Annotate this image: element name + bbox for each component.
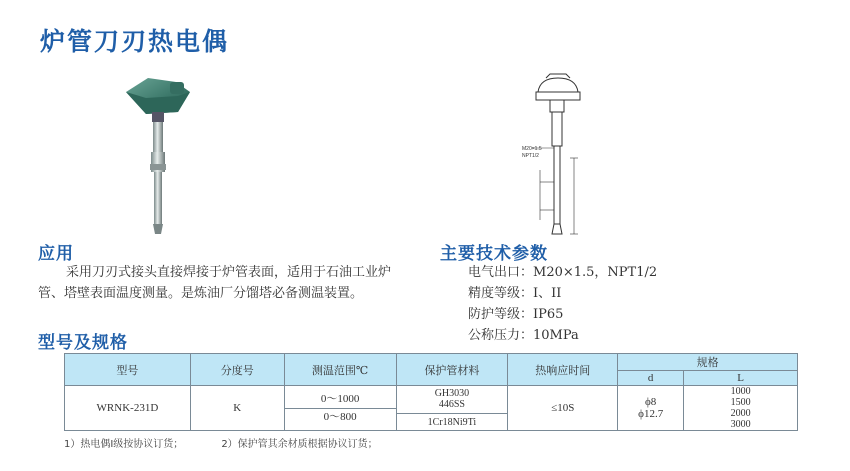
spec-label: 公称压力： (468, 328, 534, 343)
footnote-2: 2）保护管其余材质根据协议订货； (221, 439, 378, 450)
header-d: d (618, 371, 684, 386)
application-text (38, 262, 398, 304)
L-value: 3000 (730, 419, 751, 430)
models-heading: 型号及规格 (38, 333, 128, 353)
d-1: ϕ8 (645, 396, 657, 408)
specs-heading: 主要技术参数 (440, 244, 548, 264)
material-2: 1Cr18Ni9Ti (427, 416, 477, 428)
d-2: 12.7 (643, 408, 664, 420)
material-group-1 (397, 387, 508, 414)
L-value: 1500 (730, 397, 751, 408)
product-photo (118, 68, 198, 238)
header-range: 测温范围℃ (284, 354, 396, 386)
header-response: 热响应时间 (508, 354, 618, 386)
range-1: 0～1000 (320, 392, 360, 405)
page-title: 炉管刀刃热电偶 (40, 27, 230, 56)
cell-L (684, 386, 798, 431)
spec-row-protection (468, 304, 657, 325)
spec-label: 精度等级： (468, 286, 534, 301)
technical-drawing (510, 70, 600, 242)
footnotes (64, 435, 378, 450)
cell-range (284, 386, 396, 431)
material-1b: 446SS (438, 398, 465, 410)
footnote-1: 1）热电偶I级按协议订货； (64, 439, 184, 450)
header-L: L (684, 371, 798, 386)
header-spec: 规格 (618, 354, 798, 371)
header-graduation: 分度号 (190, 354, 284, 386)
cell-d (618, 386, 684, 431)
d-value-1 (618, 396, 683, 408)
spec-value: M20×1.5，NPT1/2 (533, 265, 658, 280)
drawing-thread-label-1: M20×1.5 (522, 146, 542, 152)
application-paragraph: 采用刀刃式接头直接焊接于炉管表面，适用于石油工业炉管、塔壁表面温度测量。是炼油厂分馏塔必备测温装置。 (38, 265, 392, 301)
cell-response: ≤10S (508, 386, 618, 431)
cell-material (396, 386, 508, 431)
phi-symbol: ϕ (638, 408, 644, 420)
cell-graduation: K (190, 386, 284, 431)
spec-label: 电气出口： (468, 265, 534, 280)
cell-model: WRNK-231D (65, 386, 191, 431)
spec-value: IP65 (533, 307, 564, 322)
spec-row-accuracy (468, 283, 657, 304)
d-value-2 (618, 408, 683, 420)
models-table (64, 353, 798, 431)
application-heading: 应用 (38, 244, 74, 264)
spec-label: 防护等级： (468, 307, 534, 322)
drawing-thread-label-2: NPT1/2 (522, 153, 539, 159)
L-value: 1000 (730, 386, 751, 397)
header-material: 保护管材料 (396, 354, 508, 386)
specs-list (468, 262, 657, 346)
spec-row-pressure (468, 325, 657, 346)
spec-value: 10MPa (533, 328, 579, 343)
header-model: 型号 (65, 354, 191, 386)
table-row (65, 386, 798, 431)
L-value: 2000 (730, 408, 751, 419)
material-1a: GH3030 (434, 387, 470, 399)
table-header-row (65, 354, 798, 371)
spec-value: I、II (533, 286, 562, 301)
spec-row-electrical-outlet (468, 262, 657, 283)
range-2: 0～800 (285, 408, 396, 426)
